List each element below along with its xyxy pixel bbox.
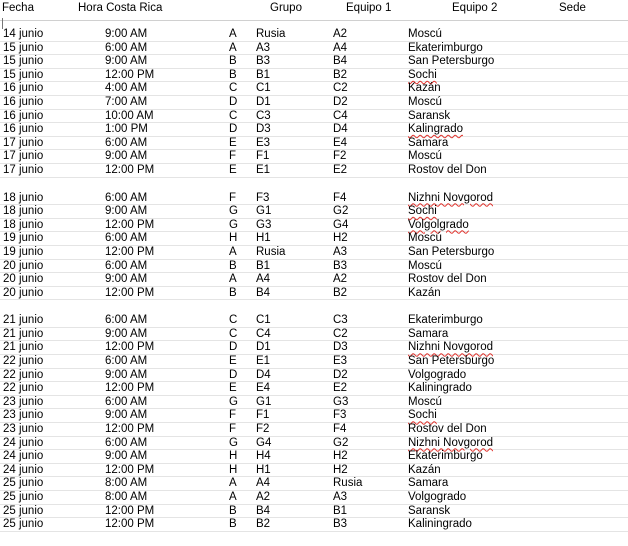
cell-grupo[interactable]: C (229, 109, 238, 122)
table-row[interactable] (0, 96, 628, 110)
cell-hora[interactable]: 12:00 PM (105, 518, 155, 531)
cell-fecha[interactable]: 20 junio (3, 286, 44, 299)
cell-equipo2[interactable]: B2 (333, 286, 348, 299)
cell-sede[interactable]: Samara (408, 327, 449, 340)
table-row[interactable] (0, 55, 628, 69)
cell-grupo[interactable]: E (229, 382, 237, 395)
cell-equipo2[interactable]: G3 (333, 395, 349, 408)
cell-hora[interactable]: 8:00 AM (105, 477, 148, 490)
cell-fecha[interactable]: 18 junio (3, 205, 44, 218)
cell-sede[interactable]: San Petersburgo (408, 245, 495, 258)
cell-fecha[interactable]: 20 junio (3, 259, 44, 272)
cell-hora[interactable]: 6:00 AM (105, 232, 148, 245)
cell-grupo[interactable]: B (229, 504, 237, 517)
cell-grupo[interactable]: D (229, 368, 238, 381)
table-row[interactable] (0, 137, 628, 151)
table-row[interactable] (0, 28, 628, 42)
table-row[interactable] (0, 477, 628, 491)
cell-equipo1[interactable]: C1 (256, 82, 271, 95)
cell-grupo[interactable]: G (229, 436, 238, 449)
cell-fecha[interactable]: 16 junio (3, 109, 44, 122)
table-row[interactable] (0, 382, 628, 396)
cell-equipo1[interactable]: G1 (256, 205, 272, 218)
cell-equipo1[interactable]: D4 (256, 368, 271, 381)
cell-sede[interactable]: Ekaterimburgo (408, 450, 483, 463)
cell-grupo[interactable]: C (229, 327, 238, 340)
cell-grupo[interactable]: H (229, 450, 238, 463)
cell-equipo2[interactable]: E2 (333, 163, 348, 176)
cell-hora[interactable]: 10:00 AM (105, 109, 154, 122)
table-row[interactable] (0, 164, 628, 178)
cell-equipo2[interactable]: E2 (333, 382, 348, 395)
header-equipo1: Equipo 1 (346, 2, 392, 14)
cell-equipo1[interactable]: G3 (256, 218, 272, 231)
table-row[interactable] (0, 355, 628, 369)
table-row[interactable] (0, 328, 628, 342)
cell-sede[interactable]: San Petersburgo (408, 55, 495, 68)
table-row[interactable] (0, 396, 628, 410)
cell-equipo1[interactable]: F1 (256, 150, 270, 163)
cell-equipo1[interactable]: F2 (256, 423, 270, 436)
cell-equipo2[interactable]: B4 (333, 55, 348, 68)
cell-equipo2[interactable]: E3 (333, 355, 348, 368)
cell-equipo1[interactable]: H1 (256, 232, 271, 245)
cell-sede[interactable]: Volgolgrado (408, 218, 469, 231)
cell-equipo1[interactable]: G1 (256, 395, 272, 408)
cell-grupo[interactable]: E (229, 136, 237, 149)
cell-fecha[interactable]: 14 junio (3, 28, 44, 40)
cell-equipo1[interactable]: A2 (256, 491, 271, 503)
table-row[interactable] (0, 246, 628, 260)
cell-fecha[interactable]: 21 junio (3, 327, 44, 340)
cell-equipo2[interactable]: G4 (333, 218, 349, 231)
header-equipo2: Equipo 2 (452, 2, 498, 14)
cell-hora[interactable]: 9:00 AM (105, 205, 148, 218)
cell-equipo1[interactable]: F1 (256, 409, 270, 422)
cell-equipo1[interactable]: E4 (256, 382, 271, 395)
cell-hora[interactable]: 9:00 AM (105, 28, 148, 40)
cell-sede[interactable]: Moscú (408, 232, 442, 245)
cell-hora[interactable]: 12:00 PM (105, 463, 155, 476)
cell-grupo[interactable]: B (229, 68, 237, 81)
cell-equipo2[interactable]: A2 (333, 28, 348, 40)
schedule-table (0, 28, 628, 532)
cell-equipo2[interactable]: Rusia (333, 477, 363, 490)
cell-grupo[interactable]: B (229, 518, 237, 531)
cell-grupo[interactable]: D (229, 123, 238, 136)
table-row[interactable] (0, 314, 628, 328)
cell-fecha[interactable]: 16 junio (3, 123, 44, 136)
cell-grupo[interactable]: B (229, 286, 237, 299)
cell-equipo1[interactable]: B1 (256, 259, 271, 272)
cell-fecha[interactable]: 17 junio (3, 136, 44, 149)
cell-hora[interactable]: 6:00 AM (105, 436, 148, 449)
cell-equipo1[interactable]: B4 (256, 504, 271, 517)
cell-equipo1[interactable]: D3 (256, 123, 271, 136)
cell-fecha[interactable]: 23 junio (3, 395, 44, 408)
cell-fecha[interactable]: 16 junio (3, 95, 44, 108)
cell-fecha[interactable]: 25 junio (3, 477, 44, 490)
cell-equipo1[interactable]: A4 (256, 273, 271, 286)
cell-equipo2[interactable]: D2 (333, 95, 348, 108)
table-row[interactable] (0, 205, 628, 219)
cell-equipo1[interactable]: Rusia (256, 28, 286, 40)
cell-hora[interactable]: 9:00 AM (105, 450, 148, 463)
cell-hora[interactable]: 9:00 AM (105, 55, 148, 68)
cell-sede[interactable]: Saransk (408, 109, 451, 122)
cell-equipo1[interactable]: D1 (256, 95, 271, 108)
cell-fecha[interactable]: 24 junio (3, 436, 44, 449)
cell-grupo[interactable]: D (229, 341, 238, 354)
cell-sede[interactable]: Rostov del Don (408, 423, 487, 436)
cell-equipo2[interactable]: C2 (333, 82, 348, 95)
cell-sede[interactable]: Kazán (408, 463, 441, 476)
cell-equipo2[interactable]: B3 (333, 518, 348, 531)
cell-equipo1[interactable]: F3 (256, 191, 270, 204)
cell-grupo[interactable]: F (229, 191, 237, 204)
cell-fecha[interactable]: 22 junio (3, 382, 44, 395)
table-row[interactable] (0, 341, 628, 355)
cell-sede[interactable]: Ekaterimburgo (408, 41, 483, 54)
cell-sede[interactable]: Moscú (408, 28, 442, 40)
table-row[interactable] (0, 219, 628, 233)
cell-equipo1[interactable]: C1 (256, 314, 271, 327)
cell-equipo1[interactable]: C4 (256, 327, 271, 340)
cell-grupo[interactable]: A (229, 28, 237, 40)
cell-equipo2[interactable]: B2 (333, 68, 348, 81)
cell-equipo1[interactable]: H1 (256, 463, 271, 476)
cell-equipo1[interactable]: B1 (256, 68, 271, 81)
cell-sede[interactable]: Samara (408, 136, 449, 149)
cell-hora[interactable]: 8:00 AM (105, 491, 148, 503)
cell-grupo[interactable]: B (229, 55, 237, 68)
table-row[interactable] (0, 518, 628, 532)
cell-fecha[interactable]: 22 junio (3, 355, 44, 368)
cell-grupo[interactable]: A (229, 491, 237, 503)
cell-sede[interactable]: Moscú (408, 95, 442, 108)
cell-equipo2[interactable]: C2 (333, 327, 348, 340)
cell-sede[interactable]: Sochi (408, 68, 437, 81)
cell-grupo[interactable]: D (229, 95, 238, 108)
table-row[interactable] (0, 82, 628, 96)
cell-equipo2[interactable]: B1 (333, 504, 348, 517)
table-row[interactable] (0, 450, 628, 464)
cell-equipo1[interactable]: E1 (256, 355, 271, 368)
header-grupo: Grupo (270, 2, 302, 14)
cell-sede[interactable]: Sochi (408, 205, 437, 218)
cell-equipo2[interactable]: H2 (333, 463, 348, 476)
table-row[interactable] (0, 287, 628, 301)
cell-equipo2[interactable]: A3 (333, 491, 348, 503)
cell-fecha[interactable]: 16 junio (3, 82, 44, 95)
table-row[interactable] (0, 369, 628, 383)
table-row[interactable] (0, 42, 628, 56)
cell-hora[interactable]: 6:00 AM (105, 41, 148, 54)
cell-fecha[interactable]: 15 junio (3, 41, 44, 54)
cell-fecha[interactable]: 25 junio (3, 518, 44, 531)
cell-hora[interactable]: 6:00 AM (105, 314, 148, 327)
table-row[interactable] (0, 273, 628, 287)
cell-equipo1[interactable]: G4 (256, 436, 272, 449)
cell-grupo[interactable]: C (229, 314, 238, 327)
cell-hora[interactable]: 12:00 PM (105, 218, 155, 231)
table-row[interactable] (0, 150, 628, 164)
cell-equipo2[interactable]: D2 (333, 368, 348, 381)
table-row[interactable] (0, 437, 628, 451)
cell-sede[interactable]: Moscú (408, 259, 442, 272)
cell-fecha[interactable]: 21 junio (3, 341, 44, 354)
cell-hora[interactable]: 12:00 PM (105, 382, 155, 395)
cell-equipo1[interactable]: H4 (256, 450, 271, 463)
table-row[interactable] (0, 110, 628, 124)
cell-hora[interactable]: 9:00 AM (105, 150, 148, 163)
cell-grupo[interactable]: H (229, 463, 238, 476)
cell-grupo[interactable]: A (229, 245, 237, 258)
cell-sede[interactable]: Saransk (408, 504, 451, 517)
cell-sede[interactable]: Volgogrado (408, 491, 467, 503)
cell-equipo2[interactable]: E4 (333, 136, 348, 149)
table-row[interactable] (0, 409, 628, 423)
cell-hora[interactable]: 12:00 PM (105, 423, 155, 436)
table-row[interactable] (0, 192, 628, 206)
cell-grupo[interactable]: E (229, 355, 237, 368)
cell-fecha[interactable]: 15 junio (3, 55, 44, 68)
cell-sede[interactable]: Kaliningrado (408, 518, 472, 531)
cell-equipo1[interactable]: E1 (256, 163, 271, 176)
column-header-row (0, 0, 628, 21)
table-row[interactable] (0, 505, 628, 519)
cell-fecha[interactable]: 24 junio (3, 463, 44, 476)
table-row[interactable] (0, 491, 628, 505)
cell-equipo1[interactable]: B2 (256, 518, 271, 531)
cell-equipo1[interactable]: A3 (256, 41, 271, 54)
cell-equipo2[interactable]: F4 (333, 191, 347, 204)
cell-hora[interactable]: 6:00 AM (105, 395, 148, 408)
cell-fecha[interactable]: 15 junio (3, 68, 44, 81)
cell-sede[interactable]: Rostov del Don (408, 163, 487, 176)
cell-grupo[interactable]: F (229, 150, 237, 163)
cell-equipo2[interactable]: H2 (333, 232, 348, 245)
cell-fecha[interactable]: 18 junio (3, 218, 44, 231)
cell-grupo[interactable]: G (229, 395, 238, 408)
cell-equipo2[interactable]: F3 (333, 409, 347, 422)
cell-grupo[interactable]: H (229, 232, 238, 245)
cell-equipo2[interactable]: A2 (333, 273, 348, 286)
cell-hora[interactable]: 6:00 AM (105, 191, 148, 204)
cell-fecha[interactable]: 18 junio (3, 191, 44, 204)
cell-grupo[interactable]: G (229, 205, 238, 218)
cell-equipo2[interactable]: F4 (333, 423, 347, 436)
cell-sede[interactable]: Moscú (408, 150, 442, 163)
cell-fecha[interactable]: 19 junio (3, 232, 44, 245)
block-separator (0, 300, 628, 314)
cell-equipo1[interactable]: B3 (256, 55, 271, 68)
cell-grupo[interactable]: F (229, 409, 237, 422)
cell-fecha[interactable]: 21 junio (3, 314, 44, 327)
cell-equipo2[interactable]: A3 (333, 245, 348, 258)
table-row[interactable] (0, 232, 628, 246)
cell-hora[interactable]: 12:00 PM (105, 163, 155, 176)
cell-sede[interactable]: Rostov del Don (408, 273, 487, 286)
cell-equipo1[interactable]: Rusia (256, 245, 286, 258)
cell-grupo[interactable]: B (229, 259, 237, 272)
table-row[interactable] (0, 260, 628, 274)
cell-equipo2[interactable]: D3 (333, 341, 348, 354)
cell-sede[interactable]: Kazán (408, 82, 441, 95)
cell-equipo1[interactable]: A4 (256, 477, 271, 490)
cell-equipo1[interactable]: D1 (256, 341, 271, 354)
cell-fecha[interactable]: 25 junio (3, 491, 44, 503)
cell-hora[interactable]: 1:00 PM (105, 123, 148, 136)
cell-fecha[interactable]: 17 junio (3, 150, 44, 163)
cell-fecha[interactable]: 22 junio (3, 368, 44, 381)
cell-sede[interactable]: Nizhni Novgorod (408, 341, 494, 354)
cell-fecha[interactable]: 17 junio (3, 163, 44, 176)
table-row[interactable] (0, 423, 628, 437)
cell-equipo1[interactable]: C3 (256, 109, 271, 122)
cell-grupo[interactable]: E (229, 163, 237, 176)
cell-fecha[interactable]: 24 junio (3, 450, 44, 463)
cell-hora[interactable]: 12:00 PM (105, 68, 155, 81)
cell-hora[interactable]: 6:00 AM (105, 136, 148, 149)
table-row[interactable] (0, 123, 628, 137)
cell-equipo2[interactable]: F2 (333, 150, 347, 163)
cell-fecha[interactable]: 19 junio (3, 245, 44, 258)
cell-grupo[interactable]: A (229, 273, 237, 286)
cell-sede[interactable]: Nizhni Novgorod (408, 191, 494, 204)
cell-grupo[interactable]: G (229, 218, 238, 231)
cell-hora[interactable]: 7:00 AM (105, 95, 148, 108)
block-separator (0, 178, 628, 192)
cell-hora[interactable]: 12:00 PM (105, 504, 155, 517)
header-fecha: Fecha (2, 2, 34, 14)
cell-sede[interactable]: Kalingrado (408, 123, 463, 136)
cell-hora[interactable]: 6:00 AM (105, 259, 148, 272)
cell-sede[interactable]: Sochi (408, 409, 437, 422)
table-row[interactable] (0, 464, 628, 478)
cell-equipo2[interactable]: B3 (333, 259, 348, 272)
cell-sede[interactable]: Volgogrado (408, 368, 467, 381)
header-sede: Sede (559, 2, 586, 14)
cell-equipo1[interactable]: B4 (256, 286, 271, 299)
cell-sede[interactable]: Samara (408, 477, 449, 490)
cell-grupo[interactable]: A (229, 477, 237, 490)
cell-sede[interactable]: Moscú (408, 395, 442, 408)
cell-hora[interactable]: 9:00 AM (105, 327, 148, 340)
cell-sede[interactable]: Ekaterimburgo (408, 314, 483, 327)
cell-hora[interactable]: 12:00 PM (105, 286, 155, 299)
cell-hora[interactable]: 9:00 AM (105, 368, 148, 381)
cell-equipo2[interactable]: G2 (333, 205, 349, 218)
cell-grupo[interactable]: F (229, 423, 237, 436)
cell-fecha[interactable]: 23 junio (3, 409, 44, 422)
cell-equipo1[interactable]: E3 (256, 136, 271, 149)
cell-hora[interactable]: 6:00 AM (105, 355, 148, 368)
cell-sede[interactable]: Kaliningrado (408, 382, 472, 395)
cell-equipo2[interactable]: C4 (333, 109, 348, 122)
cell-fecha[interactable]: 20 junio (3, 273, 44, 286)
cell-equipo2[interactable]: C3 (333, 314, 348, 327)
cell-equipo2[interactable]: D4 (333, 123, 348, 136)
cell-sede[interactable]: San Petersburgo (408, 355, 495, 368)
header-hora: Hora Costa Rica (78, 2, 163, 14)
cell-hora[interactable]: 9:00 AM (105, 273, 148, 286)
cell-fecha[interactable]: 23 junio (3, 423, 44, 436)
cell-equipo2[interactable]: A4 (333, 41, 348, 54)
cell-equipo2[interactable]: H2 (333, 450, 348, 463)
cell-sede[interactable]: Nizhni Novgorod (408, 436, 494, 449)
cell-hora[interactable]: 12:00 PM (105, 341, 155, 354)
cell-fecha[interactable]: 25 junio (3, 504, 44, 517)
cell-hora[interactable]: 4:00 AM (105, 82, 148, 95)
cell-grupo[interactable]: C (229, 82, 238, 95)
table-row[interactable] (0, 69, 628, 83)
cell-hora[interactable]: 9:00 AM (105, 409, 148, 422)
cell-sede[interactable]: Kazán (408, 286, 441, 299)
cell-hora[interactable]: 12:00 PM (105, 245, 155, 258)
cell-equipo2[interactable]: G2 (333, 436, 349, 449)
cell-grupo[interactable]: A (229, 41, 237, 54)
